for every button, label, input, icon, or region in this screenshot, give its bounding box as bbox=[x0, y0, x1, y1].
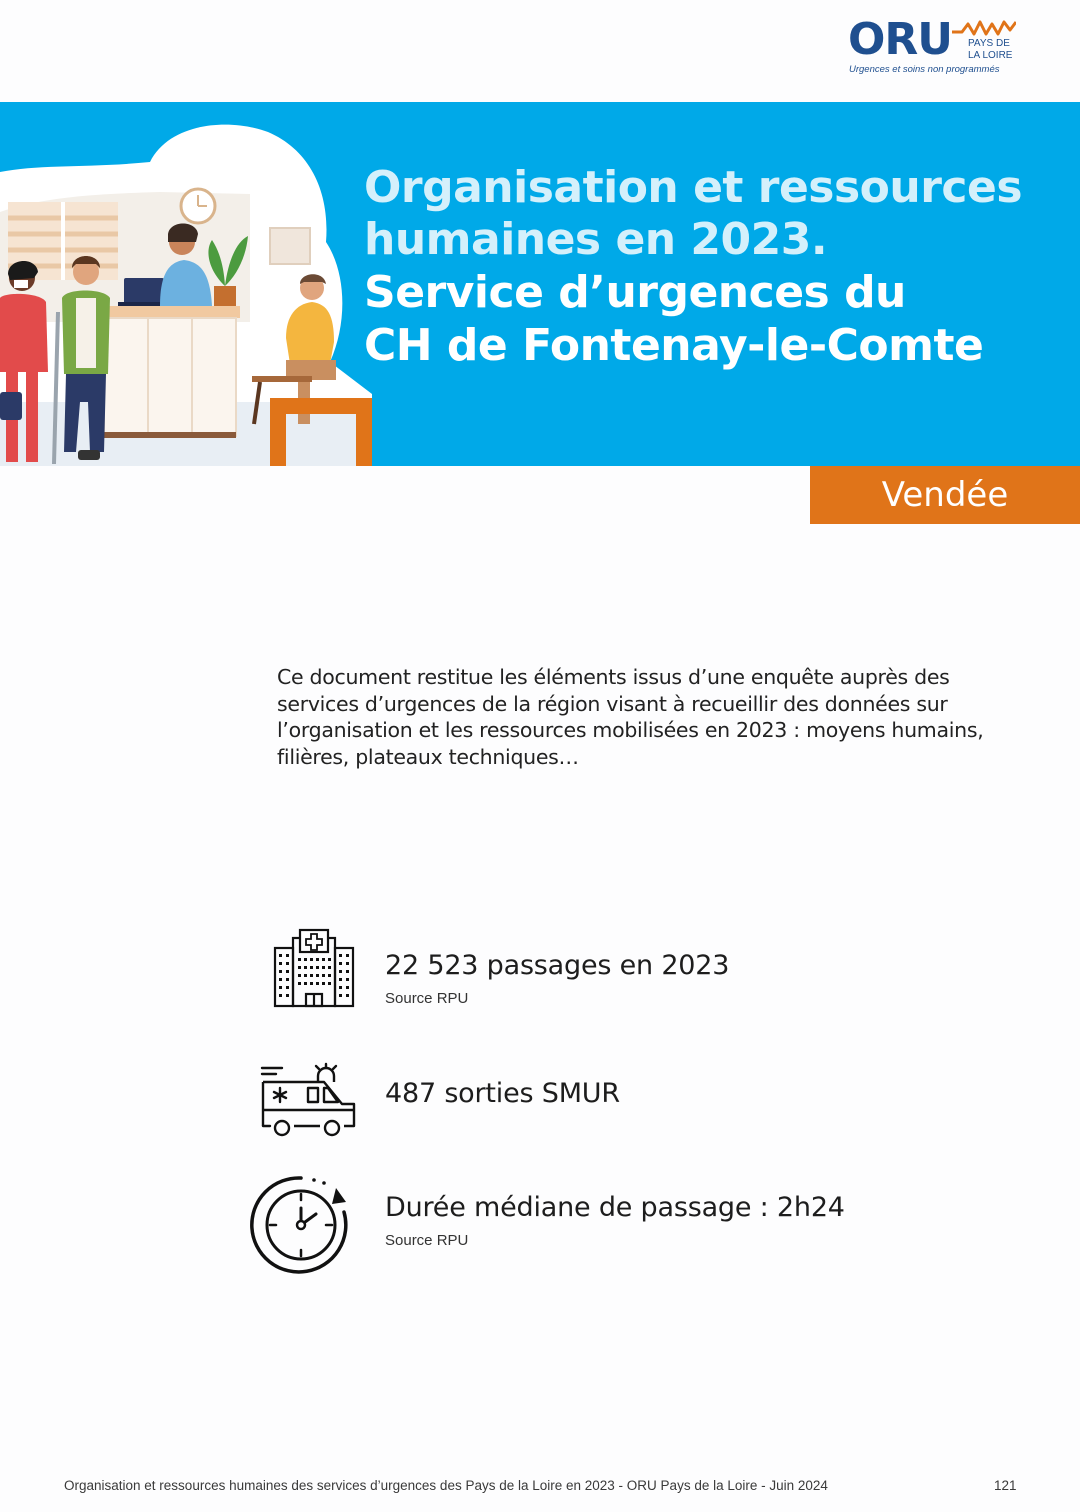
intro-paragraph: Ce document restitue les éléments issus d’une enquête auprès des services d’urgences de la région visant à recueillir des données sur l’organisation et les ressources mobilisées en 2023 : moyens humains, filières, plateaux techniques… bbox=[277, 665, 984, 769]
stat-passages-source: Source RPU bbox=[385, 990, 469, 1007]
logo-wordmark: ORU bbox=[848, 14, 953, 65]
title-line-2: humaines en 2023. bbox=[364, 214, 828, 265]
logo-region: PAYS DE LA LOIRE bbox=[968, 38, 1013, 61]
header-banner bbox=[0, 102, 1080, 466]
page-number: 121 bbox=[994, 1478, 1017, 1493]
subtitle-line-2: CH de Fontenay-le-Comte bbox=[364, 320, 984, 371]
emergency-room-illustration bbox=[0, 102, 380, 466]
title-line-1: Organisation et ressources bbox=[364, 162, 1023, 213]
hospital-icon bbox=[272, 928, 356, 1010]
banner-title-block bbox=[364, 162, 1064, 372]
logo-tagline: Urgences et soins non programmés bbox=[849, 64, 1000, 75]
stopwatch-icon bbox=[248, 1172, 354, 1278]
oru-logo bbox=[846, 14, 1026, 78]
department-badge: Vendée bbox=[810, 466, 1080, 524]
subtitle-line-1: Service d’urgences du bbox=[364, 267, 906, 318]
stat-median-duration: Durée médiane de passage : 2h24 bbox=[385, 1192, 845, 1223]
stat-passages: 22 523 passages en 2023 bbox=[385, 950, 730, 981]
stat-smur: 487 sorties SMUR bbox=[385, 1078, 620, 1109]
stat-median-duration-source: Source RPU bbox=[385, 1232, 469, 1249]
footer-text: Organisation et ressources humaines des services d’urgences des Pays de la Loire en 2023 - ORU Pays de la Loire - Juin 2024 bbox=[64, 1478, 828, 1493]
ambulance-icon bbox=[258, 1062, 362, 1138]
logo-wave-icon bbox=[952, 18, 1016, 40]
